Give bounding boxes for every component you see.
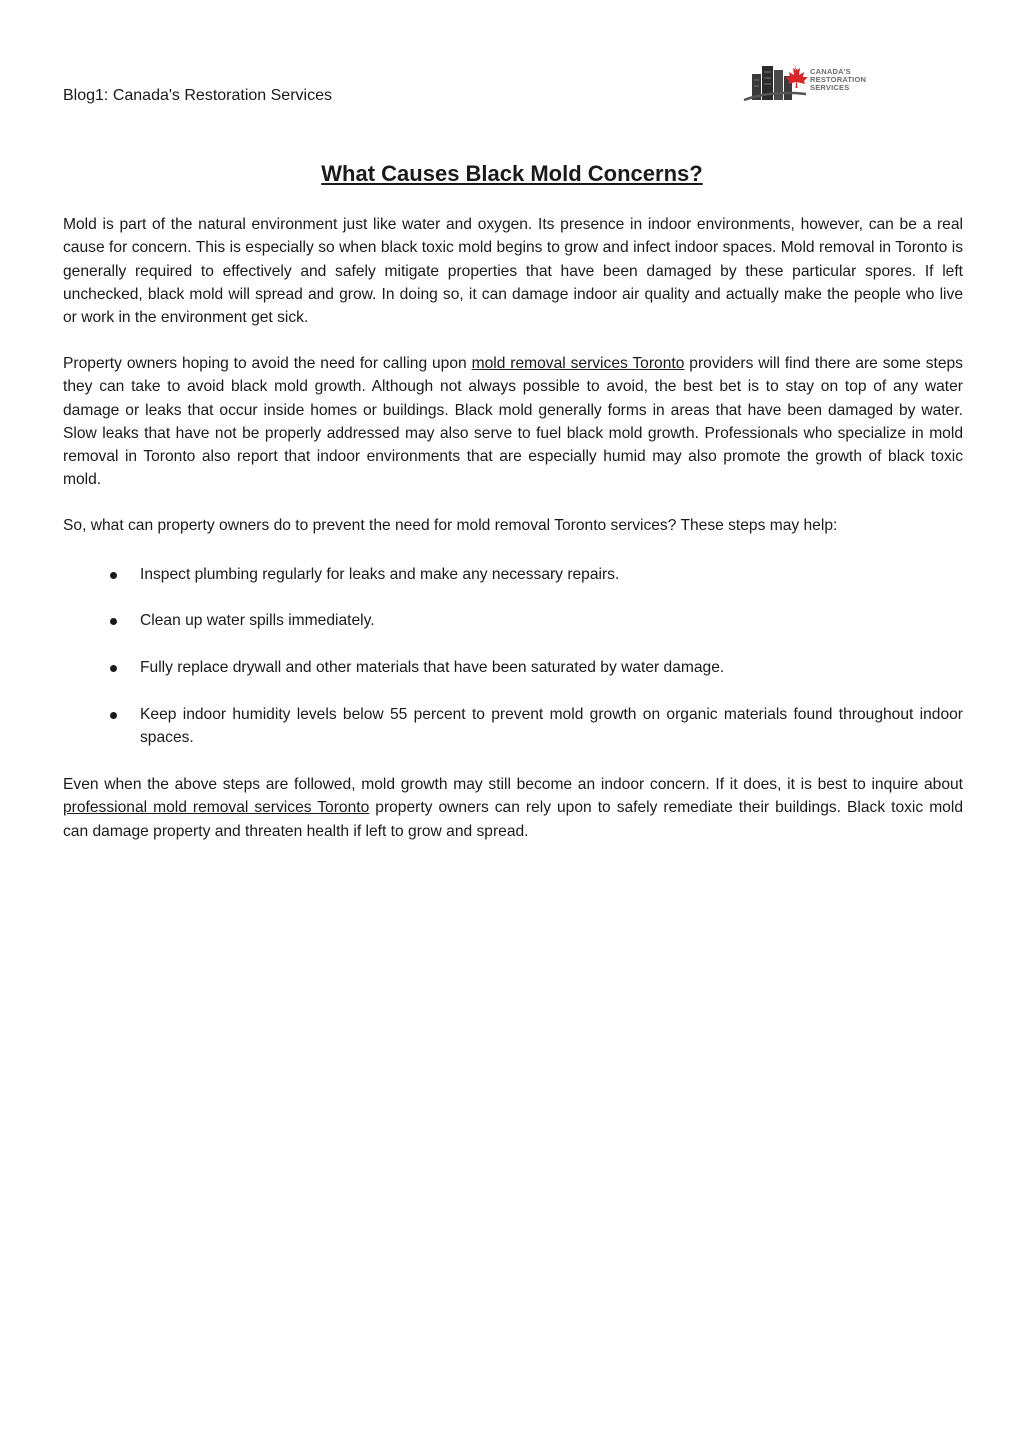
logo-wordmark	[810, 68, 866, 92]
bullet-icon	[110, 618, 117, 625]
list-item-text: Clean up water spills immediately.	[140, 612, 375, 629]
paragraph-2-text-after: providers will find there are some steps they can take to avoid black mold growth. Although not always possible to avoid, the best bet is to stay on top of any water damage or leaks that occur inside homes or buildings. Black mold generally forms in areas that have been damaged by water. Slow leaks that have not be properly addressed may also serve to fuel black mold growth. Professionals who specialize in mold removal in Toronto also report that indoor environments that are especially humid may also promote the growth of black toxic mold.	[63, 355, 963, 489]
list-item-text: Inspect plumbing regularly for leaks and make any necessary repairs.	[140, 566, 620, 583]
paragraph-1	[63, 213, 963, 329]
list-item	[63, 563, 963, 586]
paragraph-2	[63, 352, 963, 492]
professional-mold-removal-link[interactable]: professional mold removal services Toronto	[63, 799, 370, 817]
paragraph-4-text-before: Even when the above steps are followed, mold growth may still become an indoor concern. If it does, it is best to inquire about	[63, 776, 963, 793]
paragraph-2-text-before: Property owners hoping to avoid the need for calling upon	[63, 355, 472, 372]
article-title: What Causes Black Mold Concerns?	[321, 161, 703, 186]
paragraph-4-text-after: property owners can rely upon to safely remediate their buildings. Black toxic mold can damage property and threaten health if left to grow and spread.	[63, 799, 963, 840]
bullet-icon	[110, 665, 117, 672]
company-logo	[742, 60, 872, 104]
article-title-container	[0, 160, 1024, 188]
list-item	[63, 609, 963, 632]
list-item-text: Keep indoor humidity levels below 55 percent to prevent mold growth on organic materials found throughout indoor spaces.	[140, 706, 963, 747]
document-header: Blog1: Canada's Restoration Services	[63, 87, 332, 104]
bullet-icon	[110, 712, 117, 719]
mold-removal-services-link[interactable]: mold removal services Toronto	[471, 355, 685, 372]
paragraph-3-text: So, what can property owners do to prevent the need for mold removal Toronto services? These steps may help:	[63, 517, 838, 534]
paragraph-1-text: Mold is part of the natural environment just like water and oxygen. Its presence in indoor environments, however, can be a real cause for concern. This is especially so when black toxic mold begins to grow and infect indoor spaces. Mold removal in Toronto is generally required to effectively and safely mitigate properties that have been damaged by these particular spores. If left unchecked, black mold will spread and grow. In doing so, it can damage indoor air quality and actually make the people who live or work in the environment get sick.	[63, 216, 963, 327]
logo-line-3: SERVICES	[810, 83, 850, 92]
paragraph-3	[63, 514, 963, 537]
paragraph-4	[63, 773, 963, 843]
list-item	[63, 703, 963, 750]
list-item-text: Fully replace drywall and other materials that have been saturated by water damage.	[140, 659, 725, 676]
logo-line-2: RESTORATION	[810, 75, 867, 84]
bullet-icon	[110, 572, 117, 579]
list-item	[63, 656, 963, 679]
logo-line-1: CANADA'S	[810, 67, 851, 76]
